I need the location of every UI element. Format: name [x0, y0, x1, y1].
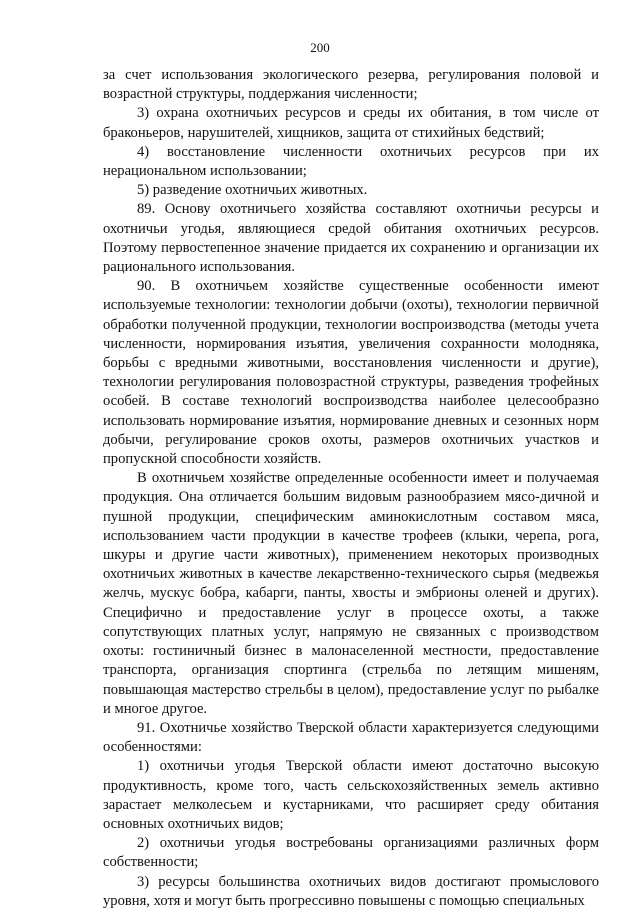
paragraph-90: 90. В охотничьем хозяйстве существенные особенности имеют используемые технологии: технологии добычи (охоты), технологии первичной обработки полученной продукции, технологии воспроизводства (методы учета численности, нормирования изъятия, увеличения сохранности молодняка, борьбы с вредными животными, восстановления численности и другие), технологии регулирования половозрастной структуры, разведения трофейных особей. В составе технологий воспроизводства наиболее целесообразно использовать нормирование изъятия, нормирование дневных и сезонных норм добычи, регулирование сроков охоты, размеров охотничьих участков и пропускной способности хозяйств.: [103, 278, 599, 468]
paragraph-products: В охотничьем хозяйстве определенные особенности имеет и получаемая продукция. Она отличается большим видовым разнообразием мясо-дичной и пушной продукции, специфическим аминокислотным составом мяса, использованием части продукции в качестве трофеев (клыки, черепа, рога, шкуры и другие части животных), применением некоторых производных охотничьих животных в качестве лекарственно-технического сырья (медвежья желчь, мускус бобра, кабарги, панты, хвосты и эмбрионы оленей и других). Специфично и предоставление услуг в процессе охоты, а также сопутствующих платных услуг, напрямую не связанных с производством охоты: гостиничный бизнес в малонаселенной местности, предоставление транспорта, организация спортинга (стрельба по летящим мишеням, повышающая мастерство стрельбы в целом), предоставление услуг по рыбалке и многое другое.: [103, 470, 599, 717]
paragraph-item-4: 4) восстановление численности охотничьих ресурсов при их нерациональном использовании;: [103, 143, 599, 180]
paragraph-89: 89. Основу охотничьего хозяйства составляют охотничьи ресурсы и охотничьи угодья, являющиеся средой обитания охотничьих ресурсов. Поэтому первостепенное значение придается их сохранению и организации их рационального использования.: [103, 201, 599, 276]
paragraph-continuation: за счет использования экологического резерва, регулирования половой и возрастной структуры, поддержания численности;: [103, 67, 599, 103]
paragraph-item-3: 3) охрана охотничьих ресурсов и среды их обитания, в том числе от браконьеров, нарушителей, хищников, защита от стихийных бедствий;: [103, 105, 599, 141]
paragraph-91-item-2: 2) охотничьи угодья востребованы организациями различных форм собственности;: [103, 835, 599, 871]
document-body: [103, 66, 599, 911]
paragraph-91-item-3: 3) ресурсы большинства охотничьих видов достигают промыслового уровня, хотя и могут быть прогрессивно повышены с помощью специальных: [103, 873, 599, 909]
paragraph-item-5: 5) разведение охотничьих животных.: [137, 182, 368, 199]
paragraph-91-item-1: 1) охотничьи угодья Тверской области имеют достаточно высокую продуктивность, кроме того, часть сельскохозяйственных земель активно зарастает мелколесьем и кустарниками, что расширяет среду обитания основных охотничьих видов;: [103, 758, 599, 832]
page-number: 200: [310, 40, 330, 55]
paragraph-91: 91. Охотничье хозяйство Тверской области характеризуется следующими особенностями:: [103, 719, 599, 756]
